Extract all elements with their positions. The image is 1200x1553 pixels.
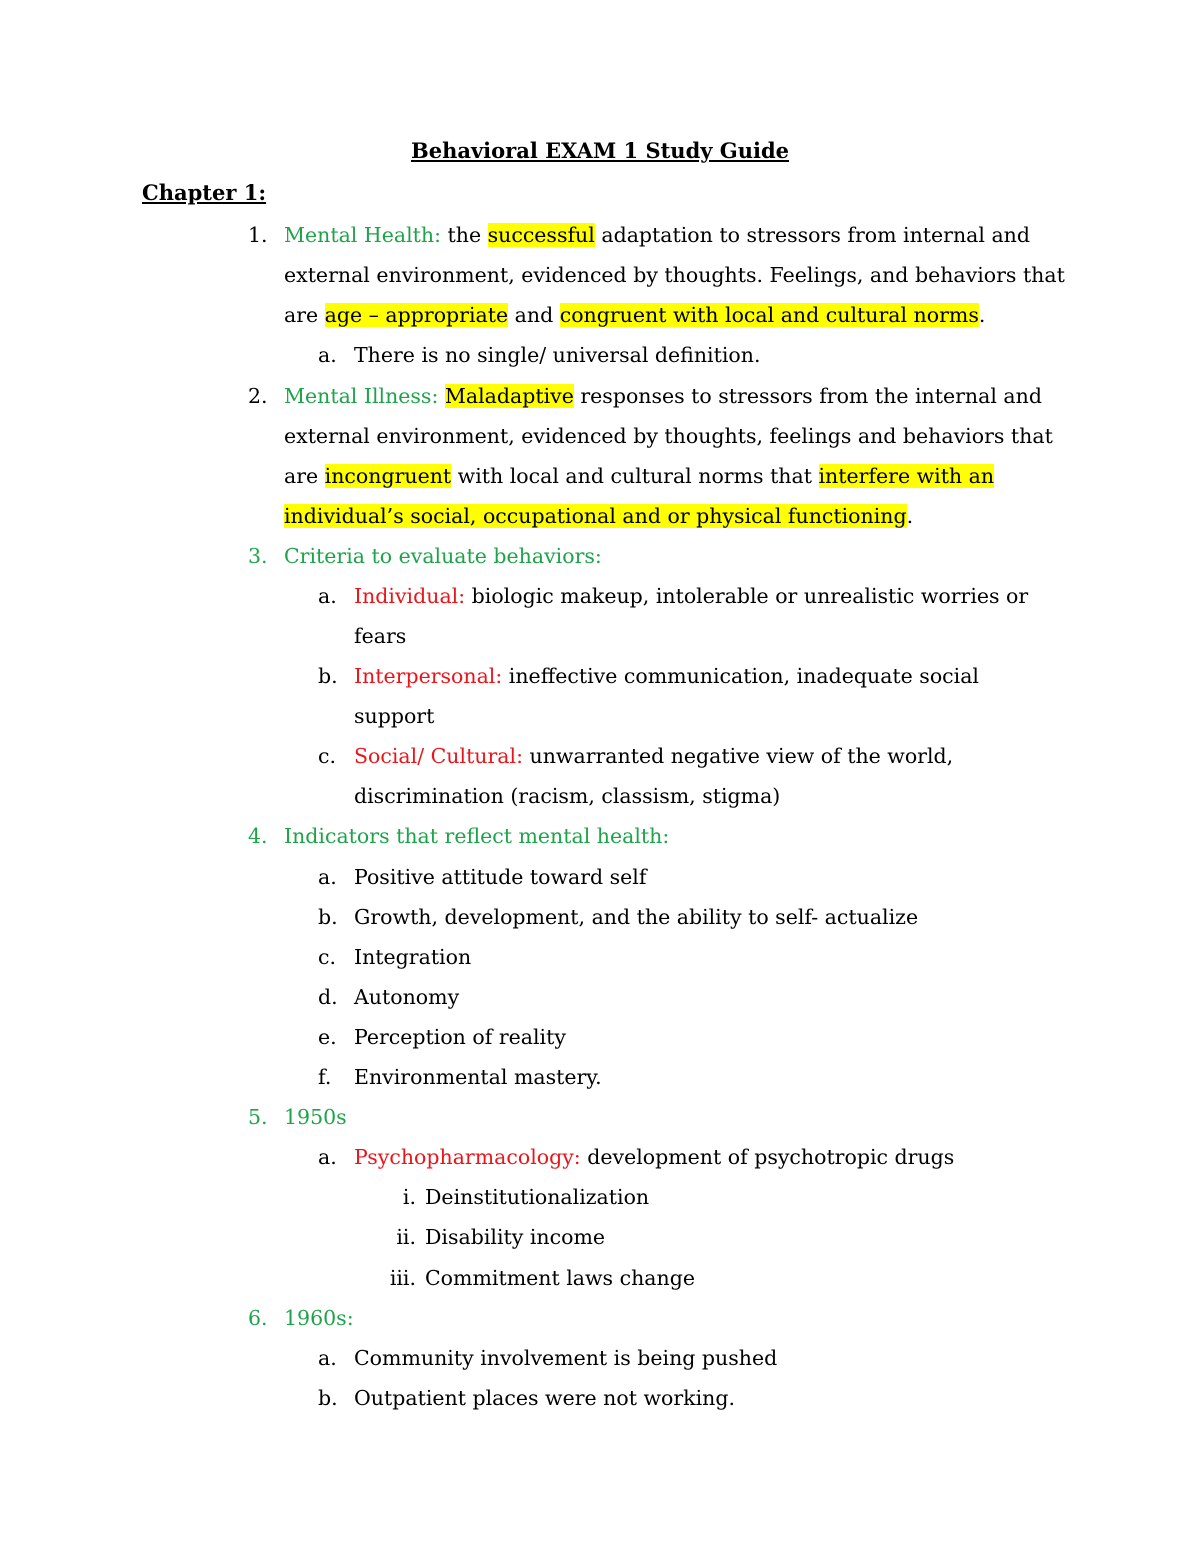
term-1950s: 1950s xyxy=(284,1105,347,1129)
sub-item: Positive attitude toward self xyxy=(354,865,647,889)
term-interpersonal: Interpersonal: xyxy=(354,664,503,688)
term-mental-illness: Mental Illness: xyxy=(284,384,439,408)
sub-item: Integration xyxy=(354,945,472,969)
sub-item xyxy=(354,741,953,771)
sub-item: There is no single/ universal definition. xyxy=(354,343,761,367)
item-number: 1. xyxy=(248,223,268,247)
sub-number: b. xyxy=(318,1386,338,1410)
text xyxy=(438,384,445,408)
sub-item: Outpatient places were not working. xyxy=(354,1386,735,1410)
text: with local and cultural norms that xyxy=(451,464,819,488)
roman-number: ii. xyxy=(396,1225,416,1249)
sub-number: a. xyxy=(318,865,337,889)
sub-item xyxy=(354,581,1028,611)
roman-number: i. xyxy=(402,1185,416,1209)
sub-number: b. xyxy=(318,664,338,688)
roman-number: iii. xyxy=(389,1266,416,1290)
sub-item: Growth, development, and the ability to self- actualize xyxy=(354,905,919,929)
term-1960s: 1960s: xyxy=(284,1306,354,1330)
sub-item: Environmental mastery. xyxy=(354,1065,602,1089)
sub-number: a. xyxy=(318,1346,337,1370)
text: biologic makeup, intolerable or unrealistic worries or xyxy=(465,584,1029,608)
highlight: incongruent xyxy=(324,464,452,488)
sub-item xyxy=(354,1142,954,1172)
sub-number: f. xyxy=(318,1065,332,1089)
text: ineffective communication, inadequate social xyxy=(502,664,979,688)
text: the xyxy=(441,223,488,247)
chapter-heading: Chapter 1: xyxy=(142,180,267,205)
item-number: 4. xyxy=(248,824,268,848)
term-indicators: Indicators that reflect mental health: xyxy=(284,824,670,848)
item-line xyxy=(284,381,1042,411)
sub-number: a. xyxy=(318,584,337,608)
item-number: 5. xyxy=(248,1105,268,1129)
sub-item-cont: fears xyxy=(354,624,407,648)
sub-item: Autonomy xyxy=(354,985,460,1009)
text: are xyxy=(284,464,325,488)
sub-item-cont: discrimination (racism, classism, stigma) xyxy=(354,784,781,808)
text: adaptation to stressors from internal and xyxy=(594,223,1031,247)
sub-number: e. xyxy=(318,1025,337,1049)
term-social-cultural: Social/ Cultural: xyxy=(354,744,523,768)
sub-item xyxy=(354,661,979,691)
item-number: 3. xyxy=(248,544,268,568)
highlight: individual’s social, occupational and or physical functioning xyxy=(284,504,907,528)
roman-item: Deinstitutionalization xyxy=(425,1185,650,1209)
highlight: age – appropriate xyxy=(324,303,509,327)
text: . xyxy=(978,303,986,327)
text: . xyxy=(906,504,914,528)
sub-item-cont: support xyxy=(354,704,435,728)
term-individual: Individual: xyxy=(354,584,466,608)
text: are xyxy=(284,303,325,327)
highlight: congruent with local and cultural norms xyxy=(559,303,979,327)
sub-item: Community involvement is being pushed xyxy=(354,1346,778,1370)
term-mental-health: Mental Health: xyxy=(284,223,441,247)
item-line: external environment, evidenced by thoughts. Feelings, and behaviors that xyxy=(284,263,1065,287)
roman-item: Commitment laws change xyxy=(425,1266,695,1290)
text: unwarranted negative view of the world, xyxy=(523,744,954,768)
item-number: 2. xyxy=(248,384,268,408)
text: and xyxy=(508,303,560,327)
item-line xyxy=(284,220,1030,250)
sub-number: c. xyxy=(318,945,336,969)
roman-item: Disability income xyxy=(425,1225,606,1249)
item-line xyxy=(284,461,994,491)
sub-number: a. xyxy=(318,343,337,367)
text: development of psychotropic drugs xyxy=(580,1145,955,1169)
item-line xyxy=(284,501,913,531)
document-title: Behavioral EXAM 1 Study Guide xyxy=(410,138,789,163)
sub-number: d. xyxy=(318,985,338,1009)
highlight: Maladaptive xyxy=(444,384,574,408)
item-number: 6. xyxy=(248,1306,268,1330)
item-line: external environment, evidenced by thoughts, feelings and behaviors that xyxy=(284,424,1053,448)
term-psychopharmacology: Psychopharmacology: xyxy=(354,1145,581,1169)
sub-number: a. xyxy=(318,1145,337,1169)
item-line xyxy=(284,300,985,330)
highlight: interfere with an xyxy=(818,464,995,488)
text: responses to stressors from the internal and xyxy=(573,384,1042,408)
highlight: successful xyxy=(487,223,595,247)
sub-item: Perception of reality xyxy=(354,1025,566,1049)
sub-number: b. xyxy=(318,905,338,929)
term-criteria: Criteria to evaluate behaviors: xyxy=(284,544,602,568)
sub-number: c. xyxy=(318,744,336,768)
